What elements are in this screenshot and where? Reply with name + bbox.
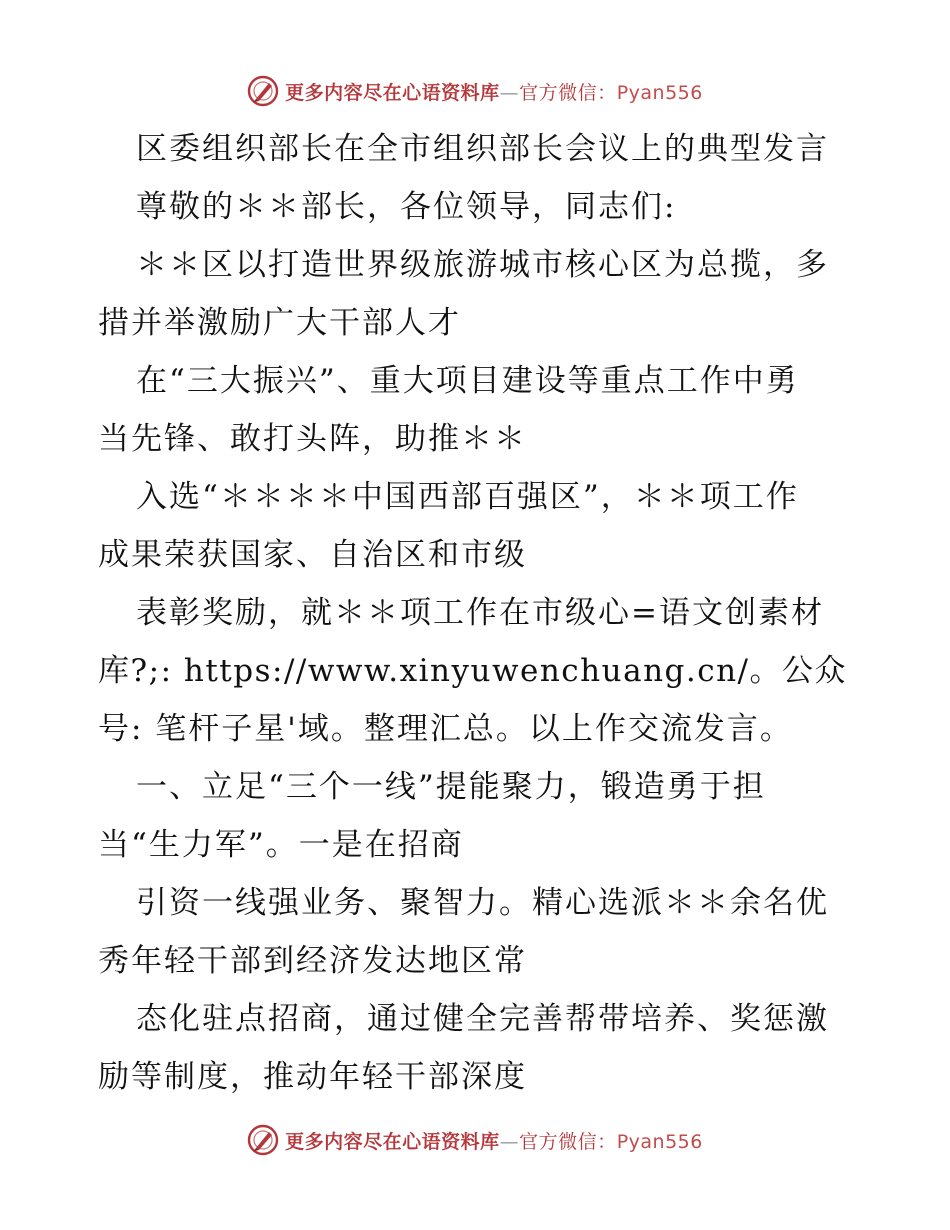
header-watermark [0,71,950,111]
salutation: 尊敬的＊＊部长，各位领导，同志们: [136,189,677,225]
document-body [98,120,858,1106]
watermark-text [285,78,703,105]
paragraph-line: 号: 笔杆子星'域。整理汇总。以上作交流发言。 [98,711,793,747]
paragraph-line: 引资一线强业务、聚智力。精心选派＊＊余名优 [136,885,829,921]
paragraph-line: 成果荣获国家、自治区和市级 [98,537,527,573]
paragraph-line: 当先锋、敢打头阵，助推＊＊ [98,421,527,457]
paragraph-line: 表彰奖励，就＊＊项工作在市级心=语文创素材 [136,595,824,631]
paragraph-line: 秀年轻干部到经济发达地区常 [98,943,527,979]
watermark-separator: — [499,1130,520,1153]
paragraph-line: 态化驻点招商，通过健全完善帮带培养、奖惩激 [136,1001,829,1037]
paragraph-line: 入选“＊＊＊＊中国西部百强区”，＊＊项工作 [136,479,799,515]
watermark-site: 更多内容尽在心语资料库 [285,1130,500,1153]
paragraph-line: ＊＊区以打造世界级旅游城市核心区为总揽，多 [136,247,829,283]
document-title: 区委组织部长在全市组织部长会议上的典型发言 [136,131,829,167]
watermark-wechat-label: 官方微信： [519,81,617,104]
quill-pen-circle-icon [247,75,279,107]
watermark-separator: — [499,81,520,104]
paragraph-line: 库?;: https://www.xinyuwenchuang.cn/。公众 [98,653,848,689]
paragraph-line: 当“生力军”。一是在招商 [98,827,464,863]
watermark-wechat-label: 官方微信： [519,1130,617,1153]
watermark-text [285,1127,703,1154]
paragraph-line: 在“三大振兴”、重大项目建设等重点工作中勇 [136,363,799,399]
paragraph-line: 励等制度，推动年轻干部深度 [98,1059,527,1095]
watermark-site: 更多内容尽在心语资料库 [285,81,500,104]
section-heading-line: 一、立足“三个一线”提能聚力，锻造勇于担 [136,769,766,805]
quill-pen-circle-icon [247,1124,279,1156]
watermark-wechat-id: Pyan556 [616,81,703,104]
footer-watermark [0,1120,950,1160]
watermark-wechat-id: Pyan556 [616,1130,703,1153]
paragraph-line: 措并举激励广大干部人才 [98,305,461,341]
